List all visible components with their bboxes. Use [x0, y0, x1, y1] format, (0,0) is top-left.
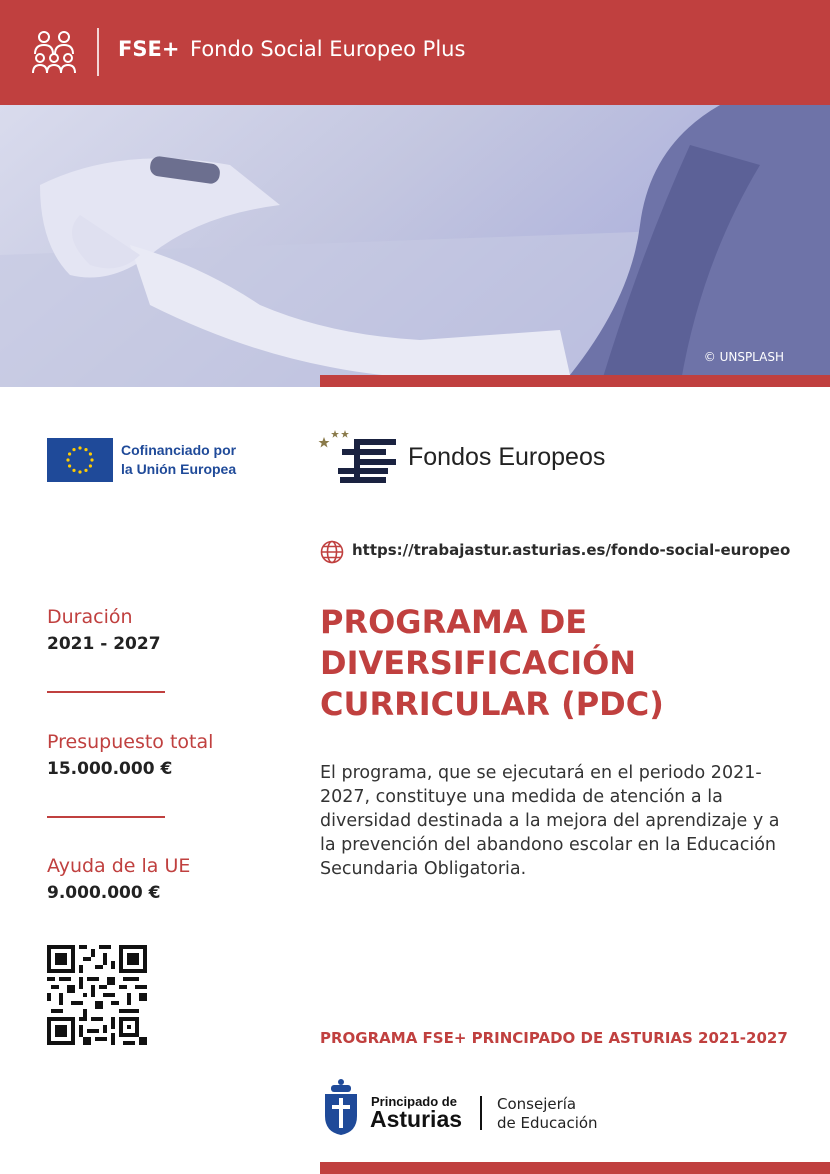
- consejeria-line-2: de Educación: [497, 1114, 598, 1132]
- writing-hand-illustration: [0, 105, 830, 387]
- fondos-europeos-label: Fondos Europeos: [408, 443, 606, 471]
- accent-bar-top: [320, 375, 830, 387]
- header-divider: [97, 28, 99, 76]
- brand-name: FSE+: [118, 37, 180, 61]
- aid-label: Ayuda de la UE: [47, 855, 191, 877]
- budget-label: Presupuesto total: [47, 731, 214, 753]
- program-description: El programa, que se ejecutará en el periodo 2021-2027, constituye una medida de atención a la diversidad destinada a la mejora del aprendizaje y a la prevención del abandono escolar en la Educación Secundaria Obligatoria.: [320, 763, 780, 879]
- aid-value: 9.000.000 €: [47, 883, 161, 903]
- principado-label-big: Asturias: [370, 1106, 463, 1132]
- photo-credit: © UNSPLASH: [703, 350, 784, 364]
- qr-code[interactable]: [47, 945, 147, 1045]
- accent-bar-bottom: [320, 1162, 830, 1174]
- duration-label: Duración: [47, 606, 133, 628]
- stat-divider: [47, 816, 165, 818]
- eu-label-line1: Cofinanciado por: [121, 442, 237, 458]
- people-group-icon: [30, 28, 78, 76]
- asturias-shield-icon: [322, 1078, 360, 1136]
- duration-value: 2021 - 2027: [47, 634, 161, 654]
- budget-value: 15.000.000 €: [47, 759, 173, 779]
- title-line-3: CURRICULAR (PDC): [320, 685, 664, 723]
- principado-label-small: Principado de: [371, 1094, 457, 1109]
- hero-photo: [0, 105, 830, 387]
- program-footer-title: PROGRAMA FSE+ PRINCIPADO DE ASTURIAS 2021-2027: [320, 1029, 788, 1047]
- eu-flag-icon: [47, 438, 113, 482]
- title-line-2: DIVERSIFICACIÓN: [320, 644, 637, 682]
- brand-subtitle: Fondo Social Europeo Plus: [190, 37, 466, 61]
- consejeria-line-1: Consejería: [497, 1095, 577, 1113]
- eu-label-line2: la Unión Europea: [121, 461, 237, 477]
- footer-logo-divider: [480, 1096, 482, 1130]
- globe-icon: [320, 540, 344, 564]
- eu-cofinancing-label: [121, 441, 281, 479]
- program-title: [320, 602, 740, 725]
- title-line-1: PROGRAMA DE: [320, 603, 588, 641]
- stat-divider: [47, 691, 165, 693]
- website-link[interactable]: https://trabajastur.asturias.es/fondo-social-europeo: [352, 541, 791, 559]
- header-banner: [0, 0, 830, 105]
- fondos-europeos-logo: [318, 430, 400, 485]
